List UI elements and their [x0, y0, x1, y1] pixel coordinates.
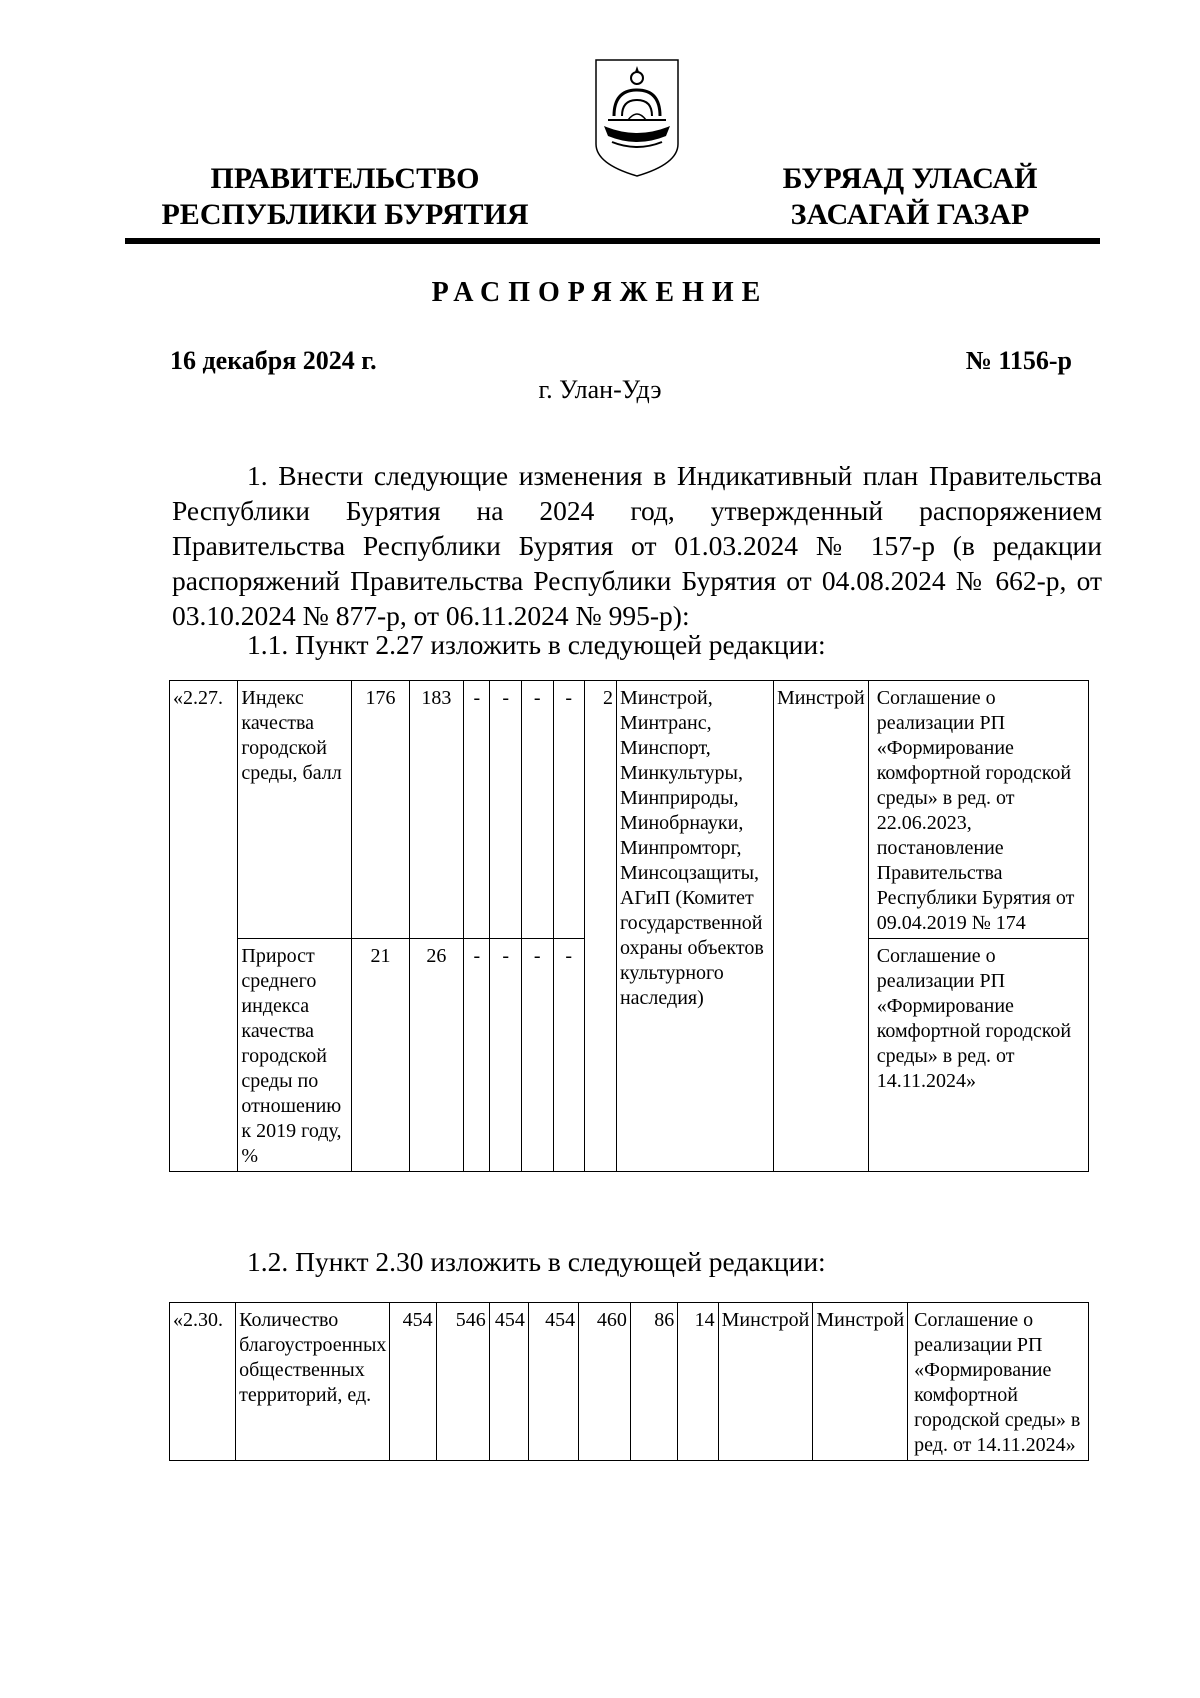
- source-cell: Соглашение о реализации РП «Формирование комфортной городской среды» в ред. от 22.06.2023, постановление Правительства Республики Бурятия от 09.04.2019 № 174: [868, 681, 1088, 939]
- header-right: [760, 161, 1060, 233]
- executors-cell: Минстрой: [718, 1303, 813, 1461]
- responsible-cell: Минстрой: [813, 1303, 908, 1461]
- header-right-line2: ЗАСАГАЙ ГАЗАР: [790, 198, 1030, 231]
- document-date: 16 декабря 2024 г.: [170, 346, 377, 375]
- source-cell: Соглашение о реализации РП «Формирование комфортной городской среды» в ред. от 14.11.2024»: [908, 1303, 1089, 1461]
- value-cell: -: [553, 681, 585, 939]
- paragraph-1-1: 1.1. Пункт 2.27 изложить в следующей редакции:: [247, 629, 826, 660]
- value-cell: 454: [528, 1303, 578, 1461]
- indicator-name: Индекс качества городской среды, балл: [238, 681, 352, 939]
- value-cell: -: [521, 681, 553, 939]
- value-cell: 14: [678, 1303, 718, 1461]
- value-cell: 183: [409, 681, 464, 939]
- table-item-2-27: [169, 680, 1089, 1172]
- value-cell: -: [521, 939, 553, 1172]
- header-right-line1: БУРЯАД УЛАСАЙ: [782, 162, 1038, 195]
- value-cell: -: [464, 939, 490, 1172]
- value-cell: -: [490, 939, 522, 1172]
- indicator-name: Количество благоустроенных общественных территорий, ед.: [236, 1303, 390, 1461]
- header-left-line1: ПРАВИТЕЛЬСТВО: [210, 162, 480, 195]
- value-cell: -: [490, 681, 522, 939]
- paragraph-1: 1. Внести следующие изменения в Индикативный план Правительства Республики Бурятия на 2024 год, утвержденный распоряжением Правительства Республики Бурятия от 01.03.2024 № 157-р (в редакции распоряжений Правительства Республики Бурятия от 04.08.2024 № 662-р, от 03.10.2024 № 877-р, от 06.11.2024 № 995-р):: [172, 460, 1102, 631]
- table-item-2-30: [169, 1302, 1089, 1461]
- source-cell: Соглашение о реализации РП «Формирование комфортной городской среды» в ред. от 14.11.2024»: [868, 939, 1088, 1172]
- document-number: № 1156-р: [965, 346, 1072, 375]
- value-cell: 26: [409, 939, 464, 1172]
- value-cell: -: [464, 681, 490, 939]
- coat-of-arms-emblem: [592, 56, 682, 178]
- executors-cell: Минстрой, Минтранс, Минспорт, Минкультуры, Минприроды, Минобрнауки, Минпромторг, Минсоцзащиты, АГиП (Комитет государственной охраны объектов культурного наследия): [616, 681, 773, 1172]
- value-cell: 176: [352, 681, 409, 939]
- header-left-line2: РЕСПУБЛИКИ БУРЯТИЯ: [161, 198, 529, 231]
- value-cell: 454: [489, 1303, 528, 1461]
- value-cell: 21: [352, 939, 409, 1172]
- item-number: «2.27.: [170, 681, 238, 1172]
- item-number: «2.30.: [170, 1303, 236, 1461]
- indicator-name: Прирост среднего индекса качества городской среды по отношению к 2019 году, %: [238, 939, 352, 1172]
- document-city: г. Улан-Удэ: [538, 375, 662, 404]
- value-cell: 86: [630, 1303, 677, 1461]
- paragraph-1-2: 1.2. Пункт 2.30 изложить в следующей редакции:: [247, 1246, 826, 1277]
- value-cell: 546: [436, 1303, 489, 1461]
- value-cell: 454: [390, 1303, 436, 1461]
- value-cell: -: [553, 939, 585, 1172]
- value-cell: 460: [579, 1303, 631, 1461]
- value-cell: 2: [585, 681, 617, 1172]
- table-row: [170, 681, 1089, 939]
- table-row: [170, 1303, 1089, 1461]
- responsible-cell: Минстрой: [773, 681, 868, 1172]
- header-left: [160, 161, 530, 233]
- document-title: РАСПОРЯЖЕНИЕ: [431, 277, 769, 308]
- header-divider: [125, 238, 1100, 244]
